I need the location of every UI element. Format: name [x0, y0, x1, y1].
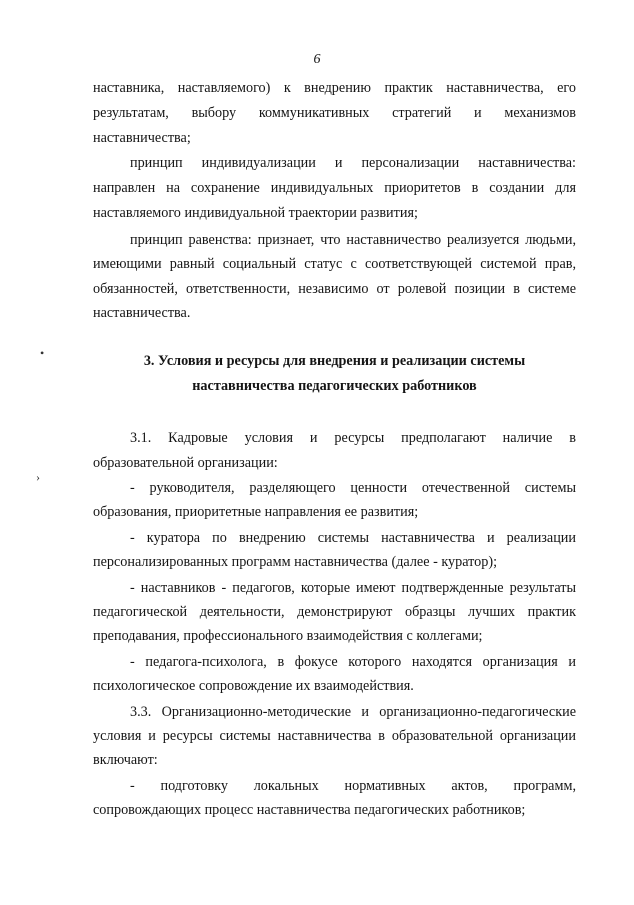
text-line: наставничества; — [93, 130, 191, 146]
text-line: включают: — [93, 752, 158, 768]
text-line: наставляемого индивидуальной траектории развития; — [93, 205, 418, 221]
text-line: - руководителя, разделяющего ценности отечественной системы — [130, 480, 576, 496]
text-line: сопровождающих процесс наставничества педагогических работников; — [93, 802, 526, 818]
text-line: - педагога-психолога, в фокусе которого находятся организация и — [130, 654, 576, 670]
text-line: принцип индивидуализации и персонализации наставничества: — [130, 155, 576, 171]
text-line: наставничества. — [93, 305, 191, 321]
text-line: имеющими равный социальный статус с соответствующей системой прав, — [93, 256, 576, 272]
scan-speck: › — [36, 470, 40, 484]
page-number: 6 — [313, 52, 321, 67]
scan-speck: • — [40, 346, 45, 360]
text-line: принцип равенства: признает, что наставничество реализуется людьми, — [130, 232, 576, 248]
text-line: - наставников - педагогов, которые имеют подтвержденные результаты — [130, 580, 576, 596]
text-line: - подготовку локальных нормативных актов, программ, — [130, 778, 576, 794]
text-line: образовательной организации: — [93, 455, 278, 471]
text-line: персонализированных программ наставничества (далее - куратор); — [93, 554, 498, 570]
text-line: наставника, наставляемого) к внедрению практик наставничества, его — [93, 80, 576, 96]
text-line: обязанностей, ответственности, независимо от ролевой позиции в системе — [93, 281, 576, 297]
section-heading: 3. Условия и ресурсы для внедрения и реализации системы — [143, 353, 526, 369]
text-line: результатам, выбору коммуникативных стратегий и механизмов — [93, 105, 576, 121]
text-line: образования, приоритетные направления ее развития; — [93, 504, 419, 520]
text-line: - куратора по внедрению системы наставничества и реализации — [130, 530, 576, 546]
text-line: условия и ресурсы системы наставничества в образовательной организации — [93, 728, 576, 744]
text-line: направлен на сохранение индивидуальных приоритетов в создании для — [93, 180, 576, 196]
text-line: преподавания, профессионального взаимодействия с коллегами; — [93, 628, 483, 644]
text-line: психологическое сопровождение их взаимодействия. — [93, 678, 414, 694]
text-line: педагогической деятельности, демонстрируют образцы лучших практик — [93, 604, 576, 620]
text-line: 3.1. Кадровые условия и ресурсы предполагают наличие в — [130, 430, 576, 446]
text-line: 3.3. Организационно-методические и организационно-педагогические — [130, 704, 576, 720]
section-heading: наставничества педагогических работников — [192, 378, 477, 394]
